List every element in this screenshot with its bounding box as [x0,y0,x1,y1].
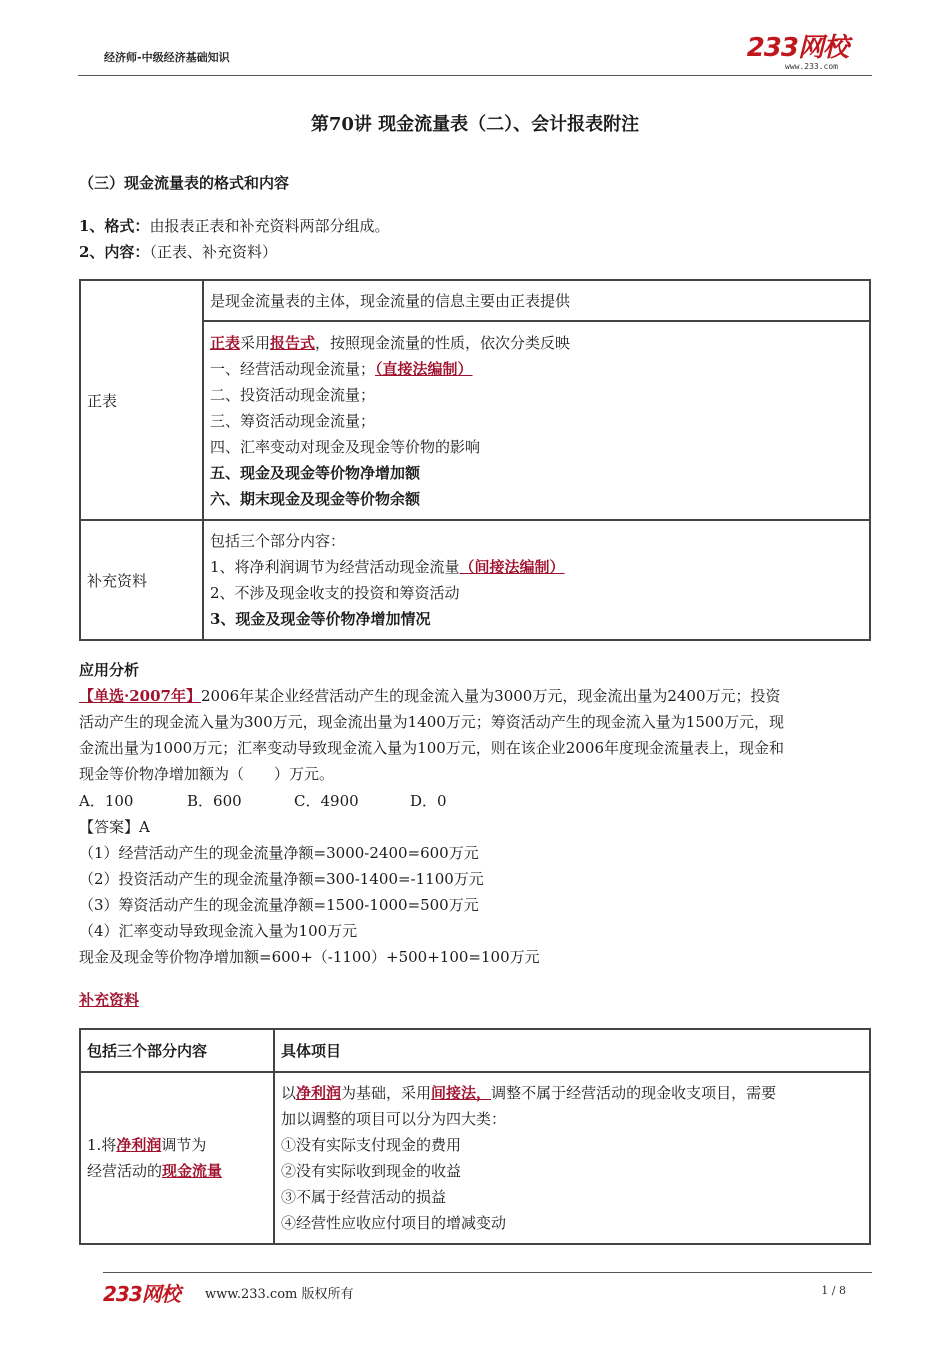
page-number: 1 / 8 [821,1284,846,1297]
supplement-heading: 补充资料 [79,991,140,1009]
section-heading: （三）现金流量表的格式和内容 [79,174,290,192]
direct-method-note: （直接法编制） [375,359,473,378]
page-title: 第70讲 现金流量表（二）、会计报表附注 [310,114,640,135]
supplement-row-label: 1.将净利润调节为 经营活动的现金流量 [80,1072,274,1244]
page-header [78,30,872,76]
option-b: B．600 [187,792,242,810]
indirect-method-term: 间接法， [431,1084,492,1102]
supplement-col-2: 具体项目 [274,1029,870,1072]
supplement-item-3: 3、现金及现金等价物净增加情况 [210,610,431,628]
footer-logo[interactable]: 233网校 [103,1282,180,1306]
footer-divider [103,1272,872,1273]
supplement-col-1: 包括三个部分内容 [80,1029,274,1072]
analysis-heading: 应用分析 [79,661,140,679]
format-text: 由报表正表和补充资料两部分组成。 [149,217,390,235]
supplement-label: 补充资料 [80,520,203,640]
category-3: ③不属于经营活动的损益 [281,1188,447,1206]
question-line-1: 【单选·2007年】2006年某企业经营活动产生的现金流入量为3000万元，现金流出量为2400万元；投资 [79,687,781,705]
step-1: （1）经营活动产生的现金流量净额=3000-2400=600万元 [79,844,479,862]
item-operating: 一、经营活动现金流量； [210,359,376,378]
format-label: 1、格式： [79,217,150,235]
supplement-item-2: 2、不涉及现金收支的投资和筹资活动 [210,584,460,602]
step-3: （3）筹资活动产生的现金流量净额=1500-1000=500万元 [79,896,479,914]
cash-flow-term: 现金流量 [162,1162,223,1180]
logo-number: 233 [746,33,798,63]
item-ending-balance: 六、期末现金及现金等价物余额 [210,489,421,508]
header-divider [78,75,872,76]
category-1: ①没有实际支付现金的费用 [281,1136,462,1154]
option-a: A．100 [79,792,134,810]
item-net-increase: 五、现金及现金等价物净增加额 [210,463,421,482]
net-profit-term: 净利润 [116,1136,162,1154]
question-line-2: 活动产生的现金流入量为300万元，现金流出量为1400万元；筹资活动产生的现金流入量为1500万元，现 [79,713,784,731]
item-investing: 二、投资活动现金流量； [210,385,376,404]
answer: 【答案】A [79,818,150,836]
total-line: 现金及现金等价物净增加额=600+（-1100）+500+100=100万元 [79,948,540,966]
question-line-4: 现金等价物净增加额为（ ）万元。 [79,765,335,783]
cash-flow-structure-table [79,279,871,641]
main-table-label: 正表 [80,280,203,520]
course-name: 经济师-中级经济基础知识 [104,51,230,64]
content-label: 2、内容： [79,243,150,261]
answer-options [79,788,447,814]
logo-url: www.233.com [785,62,838,71]
main-table-summary: 是现金流量表的主体，现金流量的信息主要由正表提供 [203,280,870,321]
question-line-3: 金流出量为1000万元；汇率变动导致现金流入量为100万元，则在该企业2006年度现金流量表上，现金和 [79,739,784,757]
supplement-item-1: 1、将净利润调节为经营活动现金流量 [210,558,460,576]
question-tag: 【单选·2007年】 [79,687,201,705]
content-text: （正表、补充资料） [149,243,277,261]
net-profit-basis-term: 净利润 [296,1084,342,1102]
item-exchange-rate: 四、汇率变动对现金及现金等价物的影响 [210,437,481,456]
item-financing: 三、筹资活动现金流量； [210,411,376,430]
format-line [79,216,389,236]
step-4: （4）汇率变动导致现金流入量为100万元 [79,922,358,940]
content-line [79,242,277,262]
main-table-items: 正表采用报告式，按照现金流量的性质，依次分类反映 一、经营活动现金流量；（直接法编制） 二、投资活动现金流量； 三、筹资活动现金流量； 四、汇率变动对现金及现金等价物的影响 五、现金及现金等价物净增加额 六、期末现金及现金等价物余额 [203,321,870,520]
footer-copyright: www.233.com 版权所有 [205,1287,354,1302]
logo-text: 网校 [797,33,848,63]
supplement-items [203,520,870,640]
supplement-table [79,1028,871,1245]
report-format-term: 报告式 [270,333,316,352]
category-2: ②没有实际收到现金的收益 [281,1162,462,1180]
option-d: D．0 [410,792,447,810]
brand-logo[interactable] [747,34,848,71]
option-c: C．4900 [294,792,359,810]
indirect-method-note: （间接法编制） [459,558,565,576]
supplement-row-detail: 以净利润为基础，采用间接法，调整不属于经营活动的现金收支项目，需要 加以调整的项目可以分为四大类： ①没有实际支付现金的费用 ②没有实际收到现金的收益 ③不属于经营活动的损益 ④经营性应收应付项目的增减变动 [274,1072,870,1244]
category-4: ④经营性应收应付项目的增减变动 [281,1214,507,1232]
supplement-intro: 包括三个部分内容： [210,532,346,550]
step-2: （2）投资活动产生的现金流量净额=300-1400=-1100万元 [79,870,484,888]
zhengbiao-term: 正表 [210,333,241,352]
